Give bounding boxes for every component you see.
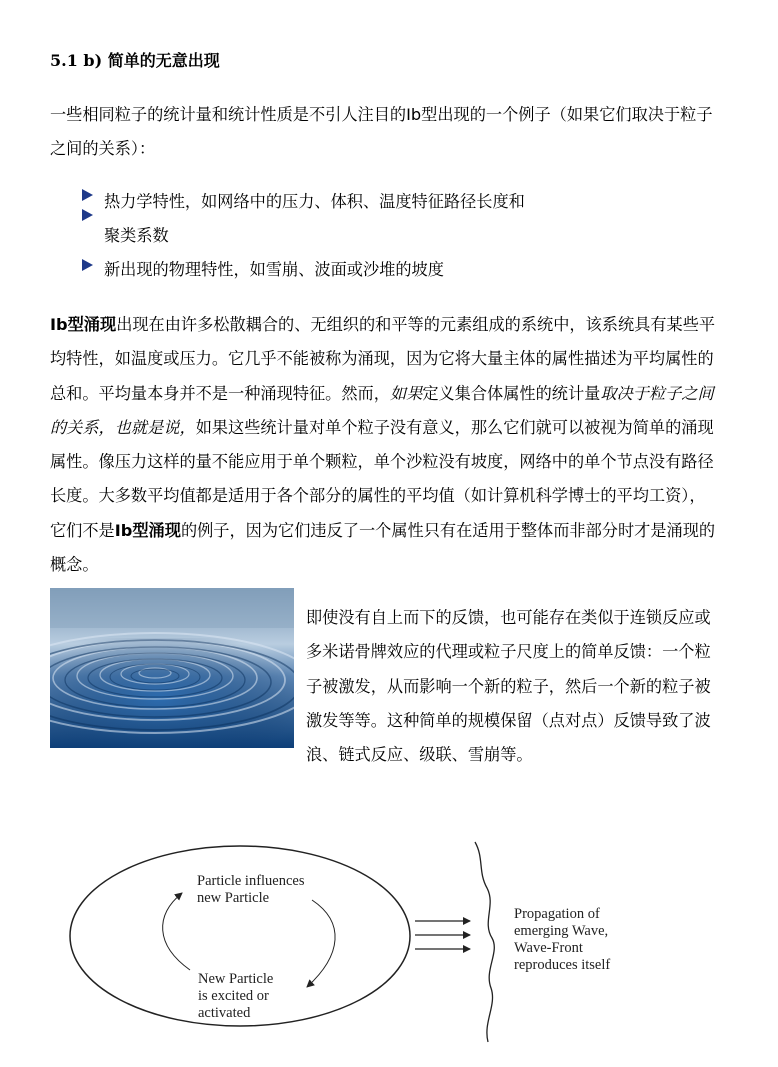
body-text-part: 定义集合体属性的统计量 xyxy=(422,383,601,403)
emphasis-text: 如果 xyxy=(389,383,423,403)
bullet-text: 聚类系数 xyxy=(104,226,169,245)
term-ib-emergence: Ib型涌现 xyxy=(50,315,117,334)
label-line: is excited or xyxy=(198,988,269,1004)
term-ib-emergence: Ib型涌现 xyxy=(114,520,181,540)
label-line: Propagation of xyxy=(514,906,600,922)
bullet-item xyxy=(80,253,640,287)
cycle-arrow-right xyxy=(307,900,335,987)
section-heading: 5.1 b) 简单的无意出现 xyxy=(50,51,220,70)
bullet-text: 新出现的物理特性，如雪崩、波面或沙堆的坡度 xyxy=(104,260,444,279)
diagram-bottom-label xyxy=(198,971,277,1021)
cycle-arrow-left xyxy=(163,893,190,970)
emphasis-text: 取决于粒子之间的关系，也就是说， xyxy=(50,383,714,437)
bullet-list xyxy=(80,185,640,287)
feedback-paragraph: 即使没有自上而下的反馈，也可能存在类似于连锁反应或多米诺骨牌效应的代理或粒子尺度上的简单反馈：一个粒子被激发，从而影响一个新的粒子，然后一个新的粒子被激发等等。这种简单的规模保留（点对点）反馈导致了波浪、链式反应、级联、雪崩等。 xyxy=(306,608,711,765)
diagram-right-label xyxy=(514,906,612,973)
diagram-top-label xyxy=(197,873,308,906)
label-line: reproduces itself xyxy=(514,957,611,973)
bullet-text: 热力学特性，如网络中的压力、体积、温度特征路径长度和 xyxy=(104,192,525,211)
bullet-item xyxy=(80,185,640,219)
bullet-item xyxy=(80,219,640,253)
label-line: new Particle xyxy=(197,890,270,906)
body-text-part: 如果这些统计量对单个粒子没有意义，那么它们就可以被视为简单的涌现属性。像压力这样的量不能应用于单个颗粒，单个沙粒没有坡度，网络中的单个节点没有路径长度。大多数平均值都是适用于各个部分的属性的平均值（如计算机科学博士的平均工资），它们不是 xyxy=(50,417,714,540)
water-ripple-image xyxy=(50,588,294,748)
label-line: emerging Wave, xyxy=(514,923,609,939)
body-text-part: 出现在由许多松散耦合的、无组织的和平等的元素组成的系统中，该系统具有某些平均特性，如温度或压力。它几乎不能被称为涌现，因为它将大量主体的属性描述为平均属性的总和。平均量本身并不是一种涌现特征。然而， xyxy=(50,315,716,403)
wave-front-curve xyxy=(475,842,494,1042)
feedback-diagram xyxy=(60,830,740,1050)
label-line: activated xyxy=(198,1005,251,1021)
body-paragraph xyxy=(50,308,720,582)
label-line: New Particle xyxy=(198,971,274,987)
label-line: Wave-Front xyxy=(514,940,583,956)
body-text-part: 的例子，因为它们违反了一个属性只有在适用于整体而非部分时才是涌现的概念。 xyxy=(50,520,716,575)
triangle-bullet-icon xyxy=(82,259,93,271)
intro-paragraph: 一些相同粒子的统计量和统计性质是不引人注目的Ib型出现的一个例子（如果它们取决于粒子之间的关系）： xyxy=(50,105,713,159)
triangle-bullet-icon xyxy=(82,189,93,201)
label-line: Particle influences xyxy=(197,873,305,889)
